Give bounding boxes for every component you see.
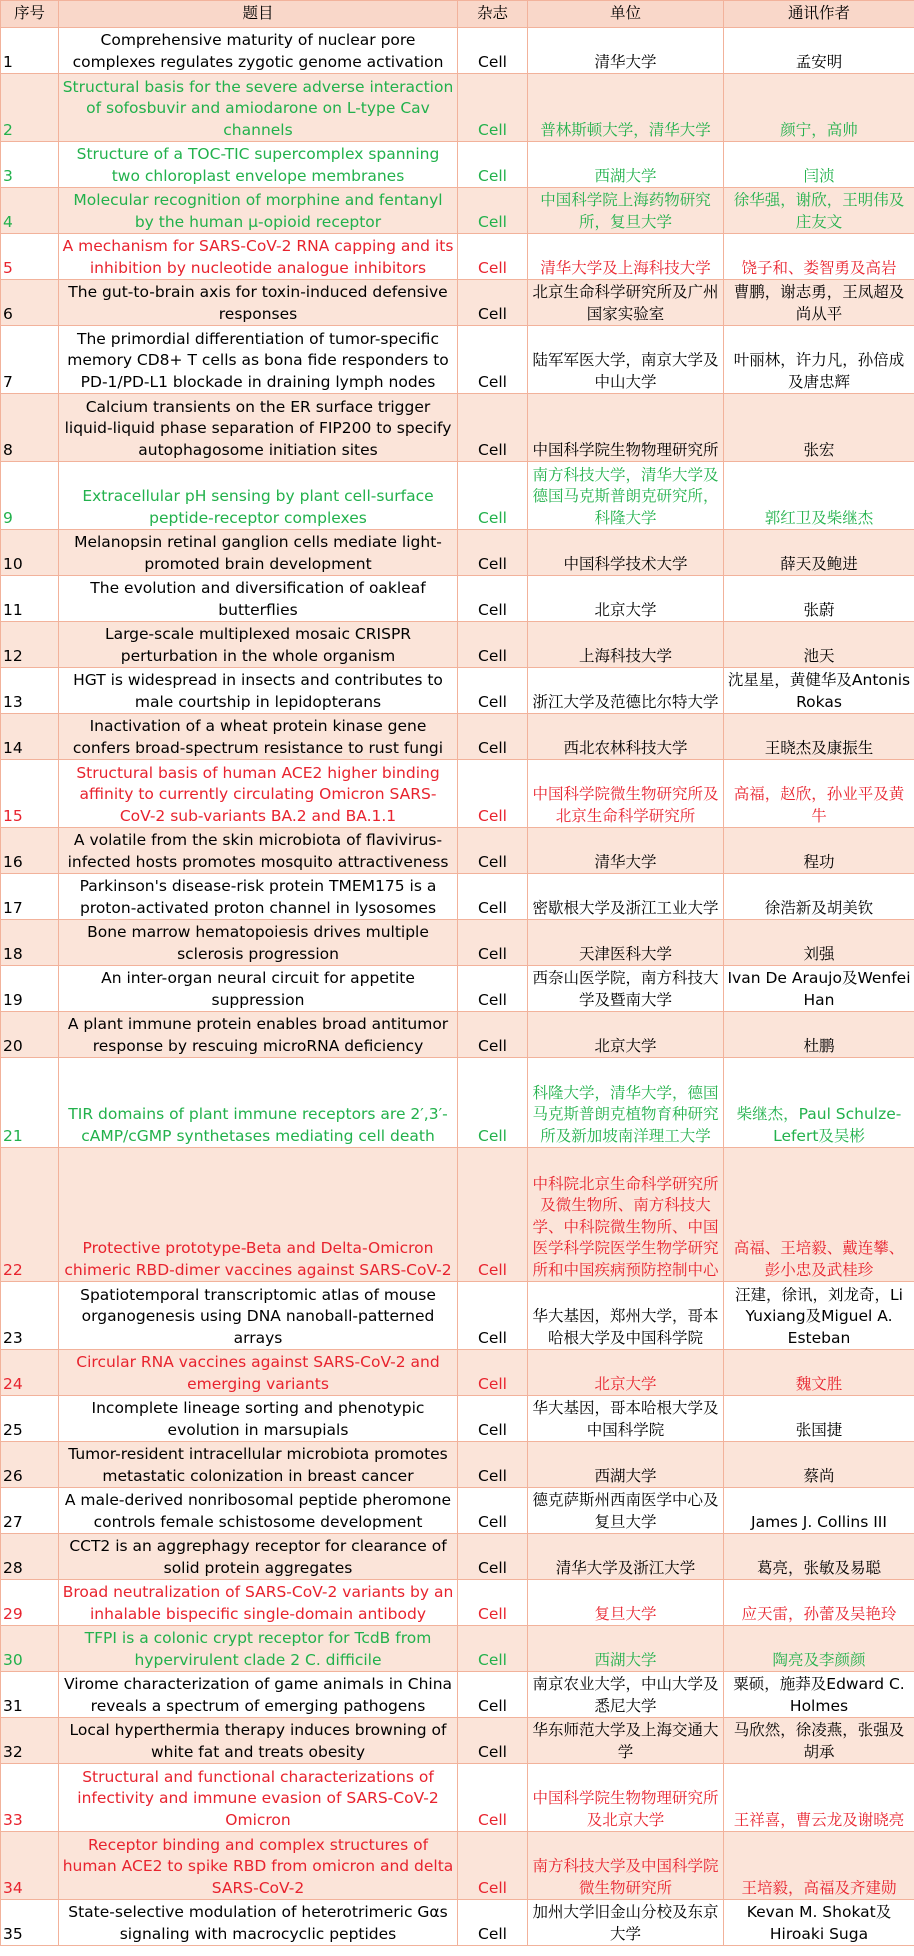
- cell-journal: Cell: [458, 760, 528, 828]
- cell-journal: Cell: [458, 828, 528, 874]
- cell-unit: 中国科学院上海药物研究所，复旦大学: [528, 188, 724, 234]
- cell-author: 柴继杰，Paul Schulze-Lefert及吴彬: [724, 1058, 914, 1148]
- table-row: [1, 828, 914, 874]
- cell-author: 张国捷: [724, 1396, 914, 1442]
- cell-title: Spatiotemporal transcriptomic atlas of mouse organogenesis using DNA nanoball-patterned arrays: [59, 1282, 458, 1350]
- cell-title: Virome characterization of game animals in China reveals a spectrum of emerging pathogens: [59, 1672, 458, 1718]
- cell-journal: Cell: [458, 1900, 528, 1946]
- cell-title: Extracellular pH sensing by plant cell-surface peptide-receptor complexes: [59, 462, 458, 530]
- cell-author: 郭红卫及柴继杰: [724, 462, 914, 530]
- table-row: [1, 1350, 914, 1396]
- cell-journal: Cell: [458, 1350, 528, 1396]
- cell-title: Broad neutralization of SARS-CoV-2 variants by an inhalable bispecific single-domain antibody: [59, 1580, 458, 1626]
- cell-title: The gut-to-brain axis for toxin-induced defensive responses: [59, 280, 458, 326]
- cell-journal: Cell: [458, 1396, 528, 1442]
- cell-unit: 陆军军医大学，南京大学及中山大学: [528, 326, 724, 394]
- cell-journal: Cell: [458, 668, 528, 714]
- cell-author: 徐浩新及胡美钦: [724, 874, 914, 920]
- cell-title: Tumor-resident intracellular microbiota promotes metastatic colonization in breast cancer: [59, 1442, 458, 1488]
- cell-title: Large-scale multiplexed mosaic CRISPR perturbation in the whole organism: [59, 622, 458, 668]
- cell-author: 张宏: [724, 394, 914, 462]
- cell-author: 王晓杰及康振生: [724, 714, 914, 760]
- table-row: [1, 394, 914, 462]
- cell-no: 18: [1, 920, 59, 966]
- cell-no: 31: [1, 1672, 59, 1718]
- cell-unit: 清华大学及浙江大学: [528, 1534, 724, 1580]
- table-row: [1, 966, 914, 1012]
- cell-author: 张蔚: [724, 576, 914, 622]
- cell-journal: Cell: [458, 326, 528, 394]
- cell-journal: Cell: [458, 714, 528, 760]
- cell-unit: 西湖大学: [528, 142, 724, 188]
- cell-journal: Cell: [458, 1832, 528, 1900]
- cell-unit: 中国科学院生物物理研究所: [528, 394, 724, 462]
- table-row: [1, 622, 914, 668]
- cell-journal: Cell: [458, 1672, 528, 1718]
- cell-no: 13: [1, 668, 59, 714]
- cell-title: Comprehensive maturity of nuclear pore complexes regulates zygotic genome activation: [59, 28, 458, 74]
- cell-no: 21: [1, 1058, 59, 1148]
- cell-title: The evolution and diversification of oakleaf butterflies: [59, 576, 458, 622]
- cell-title: Melanopsin retinal ganglion cells mediate light-promoted brain development: [59, 530, 458, 576]
- cell-journal: Cell: [458, 576, 528, 622]
- cell-unit: 复旦大学: [528, 1580, 724, 1626]
- header-journal: 杂志: [458, 1, 528, 28]
- cell-unit: 科隆大学，清华大学，德国马克斯普朗克植物育种研究所及新加坡南洋理工大学: [528, 1058, 724, 1148]
- cell-journal: Cell: [458, 28, 528, 74]
- cell-no: 8: [1, 394, 59, 462]
- cell-journal: Cell: [458, 234, 528, 280]
- cell-journal: Cell: [458, 622, 528, 668]
- cell-no: 24: [1, 1350, 59, 1396]
- table-row: [1, 668, 914, 714]
- table-row: [1, 1900, 914, 1946]
- table-row: [1, 760, 914, 828]
- cell-journal: Cell: [458, 280, 528, 326]
- table-row: [1, 530, 914, 576]
- cell-unit: 南方科技大学及中国科学院微生物研究所: [528, 1832, 724, 1900]
- cell-unit: 西北农林科技大学: [528, 714, 724, 760]
- table-row: [1, 576, 914, 622]
- cell-unit: 中科院北京生命科学研究所及微生物所、南方科技大学、中科院微生物所、中国医学科学院医学生物学研究所和中国疾病预防控制中心: [528, 1148, 724, 1282]
- cell-author: 蔡尚: [724, 1442, 914, 1488]
- cell-author: James J. Collins III: [724, 1488, 914, 1534]
- table-row: [1, 714, 914, 760]
- table-row: [1, 1442, 914, 1488]
- cell-no: 25: [1, 1396, 59, 1442]
- cell-no: 22: [1, 1148, 59, 1282]
- cell-journal: Cell: [458, 966, 528, 1012]
- cell-author: 高福、王培毅、戴连攀、彭小忠及武桂珍: [724, 1148, 914, 1282]
- cell-no: 33: [1, 1764, 59, 1832]
- cell-no: 9: [1, 462, 59, 530]
- cell-no: 32: [1, 1718, 59, 1764]
- cell-author: 魏文胜: [724, 1350, 914, 1396]
- cell-unit: 清华大学: [528, 28, 724, 74]
- cell-title: A mechanism for SARS-CoV-2 RNA capping and its inhibition by nucleotide analogue inhibitors: [59, 234, 458, 280]
- cell-journal: Cell: [458, 874, 528, 920]
- cell-no: 12: [1, 622, 59, 668]
- header-no: 序号: [1, 1, 59, 28]
- cell-unit: 南京农业大学，中山大学及悉尼大学: [528, 1672, 724, 1718]
- cell-unit: 西奈山医学院，南方科技大学及暨南大学: [528, 966, 724, 1012]
- cell-journal: Cell: [458, 1282, 528, 1350]
- cell-author: 高福，赵欣，孙业平及黄牛: [724, 760, 914, 828]
- cell-no: 15: [1, 760, 59, 828]
- table-row: [1, 1396, 914, 1442]
- cell-author: 汪建，徐讯，刘龙奇，Li Yuxiang及Miguel A. Esteban: [724, 1282, 914, 1350]
- cell-unit: 上海科技大学: [528, 622, 724, 668]
- cell-title: A plant immune protein enables broad antitumor response by rescuing microRNA deficiency: [59, 1012, 458, 1058]
- cell-title: Parkinson's disease-risk protein TMEM175 is a proton-activated proton channel in lysosomes: [59, 874, 458, 920]
- cell-author: Ivan De Araujo及Wenfei Han: [724, 966, 914, 1012]
- table-row: [1, 74, 914, 142]
- cell-author: 薛天及鲍进: [724, 530, 914, 576]
- header-unit: 单位: [528, 1, 724, 28]
- cell-unit: 华东师范大学及上海交通大学: [528, 1718, 724, 1764]
- cell-author: 粟硕，施莽及Edward C. Holmes: [724, 1672, 914, 1718]
- header-row: [1, 1, 914, 28]
- cell-journal: Cell: [458, 1534, 528, 1580]
- table-row: [1, 1012, 914, 1058]
- cell-unit: 中国科学技术大学: [528, 530, 724, 576]
- cell-unit: 密歇根大学及浙江工业大学: [528, 874, 724, 920]
- cell-author: 刘强: [724, 920, 914, 966]
- cell-unit: 清华大学: [528, 828, 724, 874]
- cell-author: 饶子和、娄智勇及高岩: [724, 234, 914, 280]
- table-row: [1, 874, 914, 920]
- cell-title: CCT2 is an aggrephagy receptor for clearance of solid protein aggregates: [59, 1534, 458, 1580]
- cell-journal: Cell: [458, 188, 528, 234]
- cell-unit: 华大基因，郑州大学，哥本哈根大学及中国科学院: [528, 1282, 724, 1350]
- cell-journal: Cell: [458, 1626, 528, 1672]
- cell-author: 池天: [724, 622, 914, 668]
- cell-unit: 浙江大学及范德比尔特大学: [528, 668, 724, 714]
- table-row: [1, 1058, 914, 1148]
- cell-unit: 中国科学院微生物研究所及北京生命科学研究所: [528, 760, 724, 828]
- cell-title: Bone marrow hematopoiesis drives multiple sclerosis progression: [59, 920, 458, 966]
- table-row: [1, 234, 914, 280]
- cell-no: 7: [1, 326, 59, 394]
- cell-title: TFPI is a colonic crypt receptor for TcdB from hypervirulent clade 2 C. difficile: [59, 1626, 458, 1672]
- cell-no: 6: [1, 280, 59, 326]
- cell-title: Inactivation of a wheat protein kinase gene confers broad-spectrum resistance to rust fungi: [59, 714, 458, 760]
- cell-unit: 中国科学院生物物理研究所及北京大学: [528, 1764, 724, 1832]
- cell-journal: Cell: [458, 1580, 528, 1626]
- cell-no: 19: [1, 966, 59, 1012]
- cell-journal: Cell: [458, 1012, 528, 1058]
- cell-author: 王祥喜，曹云龙及谢晓亮: [724, 1764, 914, 1832]
- cell-title: TIR domains of plant immune receptors are 2′,3′-cAMP/cGMP synthetases mediating cell death: [59, 1058, 458, 1148]
- cell-author: 颜宁，高帅: [724, 74, 914, 142]
- cell-title: Structural basis of human ACE2 higher binding affinity to currently circulating Omicron SARS-CoV-2 sub-variants BA.2 and BA.1.1: [59, 760, 458, 828]
- cell-author: 程功: [724, 828, 914, 874]
- cell-no: 16: [1, 828, 59, 874]
- cell-unit: 华大基因，哥本哈根大学及中国科学院: [528, 1396, 724, 1442]
- table-row: [1, 1718, 914, 1764]
- table-row: [1, 142, 914, 188]
- cell-journal: Cell: [458, 74, 528, 142]
- cell-journal: Cell: [458, 142, 528, 188]
- cell-journal: Cell: [458, 1148, 528, 1282]
- cell-author: 王培毅，高福及齐建勋: [724, 1832, 914, 1900]
- cell-author: 沈星星，黄健华及Antonis Rokas: [724, 668, 914, 714]
- cell-title: Calcium transients on the ER surface trigger liquid-liquid phase separation of FIP200 to specify autophagosome initiation sites: [59, 394, 458, 462]
- table-row: [1, 1626, 914, 1672]
- cell-unit: 天津医科大学: [528, 920, 724, 966]
- cell-title: A volatile from the skin microbiota of flavivirus-infected hosts promotes mosquito attractiveness: [59, 828, 458, 874]
- cell-title: Protective prototype-Beta and Delta-Omicron chimeric RBD-dimer vaccines against SARS-CoV-2: [59, 1148, 458, 1282]
- cell-title: Structural and functional characterizations of infectivity and immune evasion of SARS-CoV-2 Omicron: [59, 1764, 458, 1832]
- cell-title: Structure of a TOC-TIC supercomplex spanning two chloroplast envelope membranes: [59, 142, 458, 188]
- cell-author: 马欣然，徐凌燕，张强及胡承: [724, 1718, 914, 1764]
- cell-unit: 北京生命科学研究所及广州国家实验室: [528, 280, 724, 326]
- header-title: 题目: [59, 1, 458, 28]
- cell-journal: Cell: [458, 530, 528, 576]
- table-row: [1, 280, 914, 326]
- table-row: [1, 1580, 914, 1626]
- table-row: [1, 1488, 914, 1534]
- cell-author: 徐华强，谢欣，王明伟及庄友文: [724, 188, 914, 234]
- cell-unit: 德克萨斯州西南医学中心及复旦大学: [528, 1488, 724, 1534]
- cell-unit: 北京大学: [528, 1350, 724, 1396]
- cell-no: 34: [1, 1832, 59, 1900]
- cell-title: A male-derived nonribosomal peptide pheromone controls female schistosome development: [59, 1488, 458, 1534]
- table-row: [1, 1764, 914, 1832]
- table-row: [1, 1672, 914, 1718]
- table-row: [1, 188, 914, 234]
- cell-title: State-selective modulation of heterotrimeric Gαs signaling with macrocyclic peptides: [59, 1900, 458, 1946]
- cell-journal: Cell: [458, 1058, 528, 1148]
- cell-no: 2: [1, 74, 59, 142]
- table-row: [1, 1832, 914, 1900]
- cell-author: 叶丽林，许力凡，孙倍成及唐忠辉: [724, 326, 914, 394]
- cell-author: 杜鹏: [724, 1012, 914, 1058]
- cell-title: HGT is widespread in insects and contributes to male courtship in lepidopterans: [59, 668, 458, 714]
- cell-unit: 加州大学旧金山分校及东京大学: [528, 1900, 724, 1946]
- cell-no: 4: [1, 188, 59, 234]
- cell-title: The primordial differentiation of tumor-specific memory CD8+ T cells as bona fide responders to PD-1/PD-L1 blockade in draining lymph nodes: [59, 326, 458, 394]
- cell-no: 10: [1, 530, 59, 576]
- cell-no: 17: [1, 874, 59, 920]
- table-row: [1, 1282, 914, 1350]
- cell-author: 葛亮，张敏及易聪: [724, 1534, 914, 1580]
- table-row: [1, 1534, 914, 1580]
- cell-no: 23: [1, 1282, 59, 1350]
- cell-title: Incomplete lineage sorting and phenotypic evolution in marsupials: [59, 1396, 458, 1442]
- cell-unit: 普林斯顿大学，清华大学: [528, 74, 724, 142]
- cell-author: 曹鹏，谢志勇，王凤超及尚从平: [724, 280, 914, 326]
- cell-no: 28: [1, 1534, 59, 1580]
- table-row: [1, 1148, 914, 1282]
- cell-journal: Cell: [458, 1718, 528, 1764]
- cell-journal: Cell: [458, 462, 528, 530]
- cell-unit: 南方科技大学，清华大学及德国马克斯普朗克研究所，科隆大学: [528, 462, 724, 530]
- cell-no: 11: [1, 576, 59, 622]
- cell-no: 29: [1, 1580, 59, 1626]
- table-body: [1, 28, 914, 1946]
- cell-author: 应天雷，孙蕾及吴艳玲: [724, 1580, 914, 1626]
- cell-no: 26: [1, 1442, 59, 1488]
- cell-author: Kevan M. Shokat及Hiroaki Suga: [724, 1900, 914, 1946]
- cell-journal: Cell: [458, 394, 528, 462]
- cell-no: 14: [1, 714, 59, 760]
- cell-no: 3: [1, 142, 59, 188]
- table-row: [1, 462, 914, 530]
- cell-unit: 西湖大学: [528, 1626, 724, 1672]
- table-row: [1, 326, 914, 394]
- cell-author: 孟安明: [724, 28, 914, 74]
- table-row: [1, 28, 914, 74]
- cell-title: Receptor binding and complex structures of human ACE2 to spike RBD from omicron and delta SARS-CoV-2: [59, 1832, 458, 1900]
- header-author: 通讯作者: [724, 1, 914, 28]
- cell-unit: 北京大学: [528, 1012, 724, 1058]
- cell-unit: 西湖大学: [528, 1442, 724, 1488]
- cell-title: Molecular recognition of morphine and fentanyl by the human μ-opioid receptor: [59, 188, 458, 234]
- cell-title: Circular RNA vaccines against SARS-CoV-2 and emerging variants: [59, 1350, 458, 1396]
- cell-journal: Cell: [458, 920, 528, 966]
- cell-title: An inter-organ neural circuit for appetite suppression: [59, 966, 458, 1012]
- cell-journal: Cell: [458, 1488, 528, 1534]
- cell-journal: Cell: [458, 1442, 528, 1488]
- cell-title: Structural basis for the severe adverse interaction of sofosbuvir and amiodarone on L-type Cav channels: [59, 74, 458, 142]
- cell-no: 30: [1, 1626, 59, 1672]
- cell-unit: 北京大学: [528, 576, 724, 622]
- table-row: [1, 920, 914, 966]
- cell-title: Local hyperthermia therapy induces browning of white fat and treats obesity: [59, 1718, 458, 1764]
- cell-no: 20: [1, 1012, 59, 1058]
- cell-no: 27: [1, 1488, 59, 1534]
- cell-no: 35: [1, 1900, 59, 1946]
- cell-unit: 清华大学及上海科技大学: [528, 234, 724, 280]
- cell-no: 5: [1, 234, 59, 280]
- cell-author: 陶亮及李颜颜: [724, 1626, 914, 1672]
- cell-no: 1: [1, 28, 59, 74]
- cell-journal: Cell: [458, 1764, 528, 1832]
- cell-author: 闫浈: [724, 142, 914, 188]
